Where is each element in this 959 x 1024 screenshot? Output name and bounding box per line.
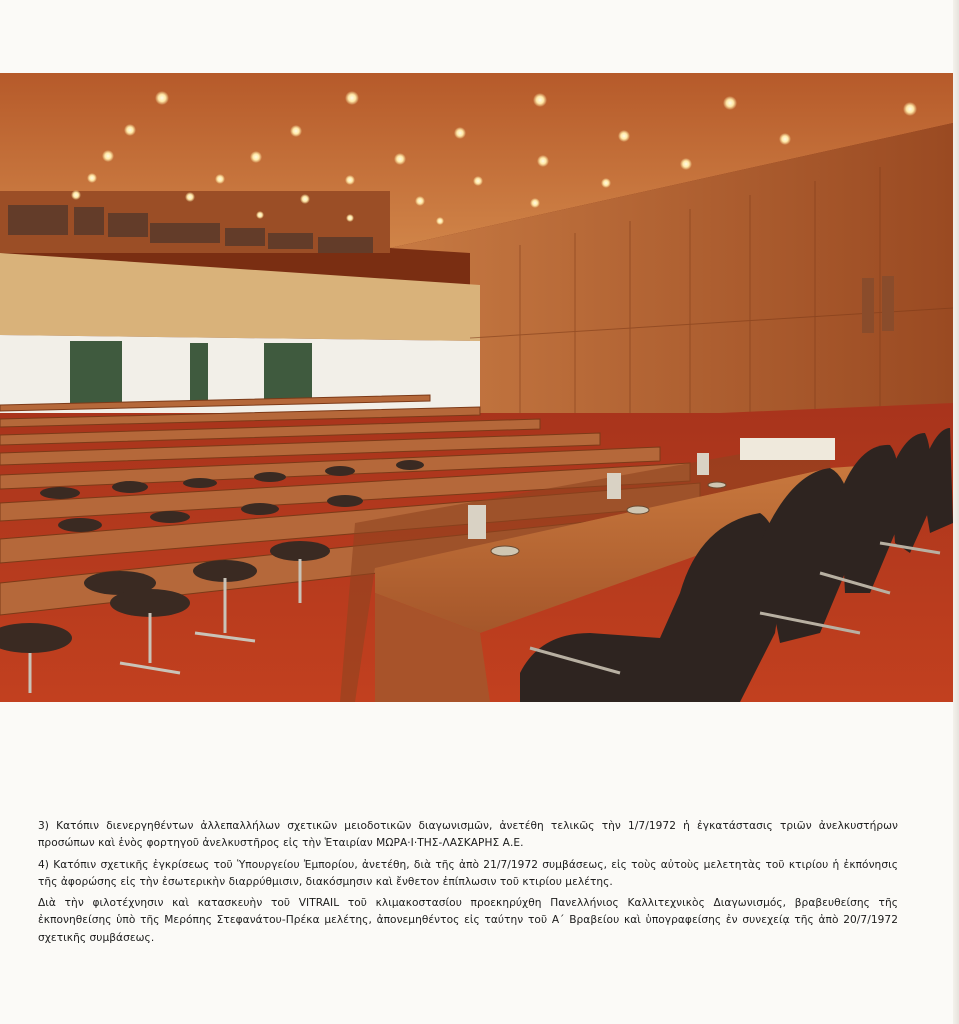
- caption-text: [38, 818, 898, 951]
- assembly-hall-illustration: [0, 73, 953, 702]
- caption-paragraph-4: 4) Κατόπιν σχετικῆς ἐγκρίσεως τοῦ Ὑπουργείου Ἐμπορίου, ἀνετέθη, διὰ τῆς ἀπὸ 21/7/1972 συμβάσεως, εἰς τοὺς αὐτοὺς μελετητὰς τοῦ κτιρίου ἡ ἐκπόνησις τῆς ἀφορώσης εἰς τὴν ἐσωτερικὴν διαρρύθμισιν, διακόσμησιν καὶ ἔνθετον ἐπίπλωσιν τοῦ κτιρίου μελέτης.: [38, 858, 898, 888]
- caption-paragraph-3: 3) Κατόπιν διενεργηθέντων ἀλλεπαλλήλων σχετικῶν μειοδοτικῶν διαγωνισμῶν, ἀνετέθη τελικῶς τὴν 1/7/1972 ἡ ἐγκατάστασις τριῶν ἀνελκυστήρων προσώπων καὶ ἑνὸς φορτηγοῦ ἀνελκυστῆρος εἰς τὴν Ἑταιρίαν ΜΩΡΑ·Ι·ΤΗΣ-ΛΑΣΚΑΡΗΣ Α.Ε.: [38, 820, 898, 850]
- curtains: [70, 341, 312, 403]
- assembly-hall-photo: [0, 73, 953, 702]
- balcony-band: [0, 253, 480, 341]
- page-edge: [953, 0, 959, 1024]
- caption-paragraph-5: Διὰ τὴν φιλοτέχνησιν καὶ κατασκευὴν τοῦ VITRAIL τοῦ κλιμακοστασίου προεκηρύχθη Πανελλήνιος Καλλιτεχνικὸς Διαγωνισμός, βραβευθείσης τῆς ἐκπονηθείσης ὑπὸ τῆς Μερόπης Στεφανάτου-Πρέκα μελέτης, ἀπονεμηθέντος εἰς ταύτην τοῦ Α΄ Βραβείου καὶ ὑπογραφείσης ἐν συνεχείᾳ τῆς ἀπὸ 20/7/1972 σχετικῆς συμβάσεως.: [38, 897, 898, 944]
- paper-stack: [740, 438, 835, 460]
